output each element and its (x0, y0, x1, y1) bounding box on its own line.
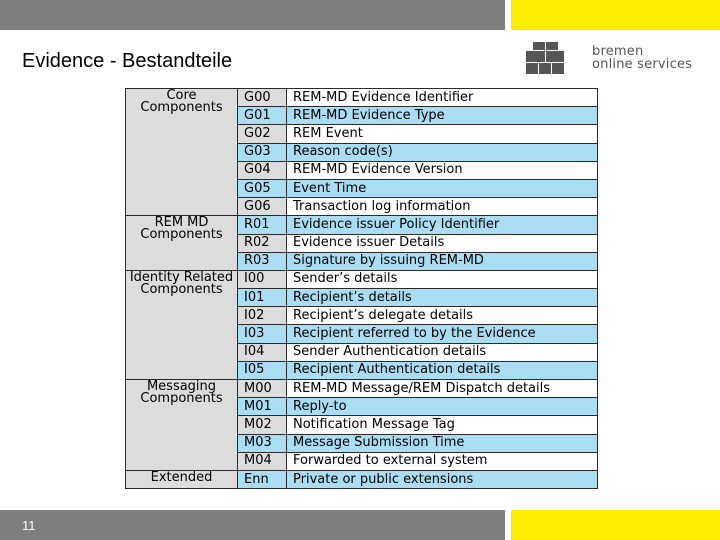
component-description: Event Time (287, 179, 598, 197)
component-description: REM Event (287, 125, 598, 143)
logo-wordmark (592, 45, 692, 71)
component-description: Recipient Authentication details (287, 361, 598, 379)
component-description: Message Submission Time (287, 434, 598, 452)
top-bar-yellow (511, 0, 720, 30)
component-description: Sender Authentication details (287, 343, 598, 361)
component-code: G06 (238, 198, 287, 216)
table-row (126, 380, 598, 398)
component-code: I01 (238, 289, 287, 307)
group-label: Identity Related Components (126, 270, 238, 379)
component-description: Recipient’s details (287, 289, 598, 307)
component-code: G03 (238, 143, 287, 161)
table-row (126, 470, 598, 488)
group-label: Messaging Components (126, 380, 238, 471)
component-code: G00 (238, 89, 287, 107)
component-description: Private or public extensions (287, 470, 598, 488)
top-bar-gray (0, 0, 505, 30)
component-description: Sender’s details (287, 270, 598, 288)
component-description: Recipient referred to by the Evidence (287, 325, 598, 343)
component-description: REM-MD Message/REM Dispatch details (287, 380, 598, 398)
component-description: Signature by issuing REM-MD (287, 252, 598, 270)
component-description: REM-MD Evidence Type (287, 107, 598, 125)
logo-line-bremen: bremen (592, 44, 644, 59)
component-code: R01 (238, 216, 287, 234)
component-description: Transaction log information (287, 198, 598, 216)
group-label: Core Components (126, 89, 238, 216)
component-description: Notification Message Tag (287, 416, 598, 434)
component-code: Enn (238, 470, 287, 488)
component-description: Reply-to (287, 398, 598, 416)
component-description: Forwarded to external system (287, 452, 598, 470)
component-code: G04 (238, 161, 287, 179)
logo-line-online-services: online services (592, 57, 693, 72)
slide-title: Evidence - Bestandteile (22, 50, 233, 72)
bottom-bar-yellow (511, 510, 720, 540)
bottom-bar-gray (0, 510, 505, 540)
component-code: R03 (238, 252, 287, 270)
component-description: Recipient’s delegate details (287, 307, 598, 325)
component-description: Evidence issuer Policy Identifier (287, 216, 598, 234)
bremen-cubes-logo-icon (526, 42, 564, 74)
component-description: REM-MD Evidence Identifier (287, 89, 598, 107)
component-code: R02 (238, 234, 287, 252)
component-code: M00 (238, 380, 287, 398)
group-label: Extended (126, 470, 238, 488)
component-code: G05 (238, 179, 287, 197)
component-code: I04 (238, 343, 287, 361)
table-row (126, 270, 598, 288)
group-label: REM MD Components (126, 216, 238, 271)
component-code: G01 (238, 107, 287, 125)
component-code: I05 (238, 361, 287, 379)
component-code: M04 (238, 452, 287, 470)
component-code: M03 (238, 434, 287, 452)
table-row (126, 216, 598, 234)
component-code: I00 (238, 270, 287, 288)
component-code: I03 (238, 325, 287, 343)
component-description: Reason code(s) (287, 143, 598, 161)
evidence-table-body (126, 89, 598, 489)
component-description: Evidence issuer Details (287, 234, 598, 252)
evidence-components-table (125, 88, 598, 489)
component-code: M01 (238, 398, 287, 416)
page-number: 11 (22, 518, 36, 533)
table-row (126, 89, 598, 107)
component-description: REM-MD Evidence Version (287, 161, 598, 179)
bremen-online-services-logo (526, 42, 706, 76)
component-code: M02 (238, 416, 287, 434)
component-code: G02 (238, 125, 287, 143)
component-code: I02 (238, 307, 287, 325)
